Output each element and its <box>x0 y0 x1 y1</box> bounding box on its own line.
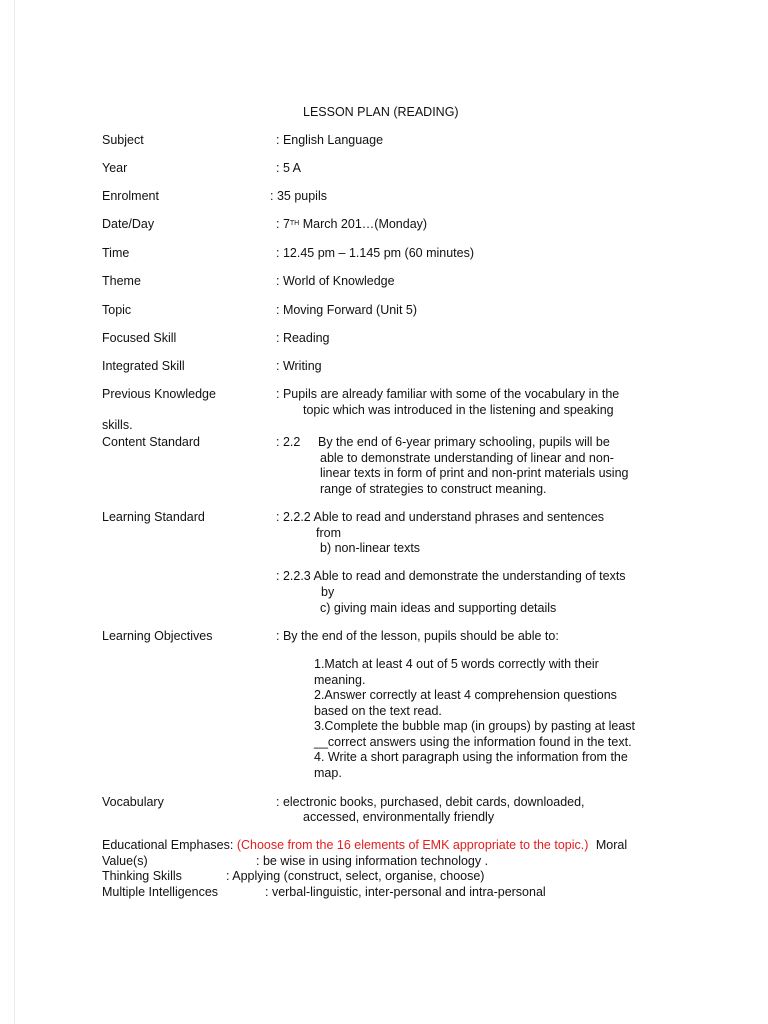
objective-4-line-1: 4. Write a short paragraph using the information from the <box>314 750 628 764</box>
objective-2-line-2: based on the text read. <box>314 704 442 718</box>
previous-knowledge-label: Previous Knowledge <box>102 387 216 401</box>
previous-knowledge-line-2: topic which was introduced in the listening and speaking <box>303 403 614 417</box>
educational-emphases-line <box>102 838 627 853</box>
content-standard-line-4: range of strategies to construct meaning. <box>320 482 547 496</box>
learning-objectives-label: Learning Objectives <box>102 629 213 643</box>
learning-standard-2-line-2: by <box>321 585 335 599</box>
thinking-skills-value: : Applying (construct, select, organise, choose) <box>226 869 485 883</box>
vocabulary-line-1: : electronic books, purchased, debit cards, downloaded, <box>276 795 585 809</box>
integrated-skill-label: Integrated Skill <box>102 359 185 373</box>
subject-value: : English Language <box>276 133 384 147</box>
moral-label: Moral <box>595 838 628 852</box>
vocabulary-line-2: accessed, environmentally friendly <box>303 810 495 824</box>
time-value: : 12.45 pm – 1.145 pm (60 minutes) <box>276 246 475 260</box>
focused-skill-label: Focused Skill <box>102 331 177 345</box>
enrolment-label: Enrolment <box>102 189 159 203</box>
thinking-skills-label: Thinking Skills <box>102 869 182 883</box>
objective-1-line-2: meaning. <box>314 673 366 687</box>
content-standard-code: : 2.2 <box>276 435 301 449</box>
page-title: LESSON PLAN (READING) <box>303 105 459 119</box>
objective-2-line-1: 2.Answer correctly at least 4 comprehension questions <box>314 688 617 702</box>
objective-3-line-1: 3.Complete the bubble map (in groups) by pasting at least <box>314 719 636 733</box>
educational-emphases-note: (Choose from the 16 elements of EMK appropriate to the topic.) <box>236 838 589 852</box>
vocabulary-label: Vocabulary <box>102 795 164 809</box>
content-standard-label: Content Standard <box>102 435 200 449</box>
learning-standard-2-line-3: c) giving main ideas and supporting details <box>320 601 557 615</box>
time-label: Time <box>102 246 130 260</box>
previous-knowledge-line-1: : Pupils are already familiar with some of the vocabulary in the <box>276 387 620 401</box>
educational-emphases-label: Educational Emphases: <box>102 838 234 852</box>
content-standard-line-2: able to demonstrate understanding of linear and non- <box>320 451 614 465</box>
previous-knowledge-line-3: skills. <box>102 418 133 432</box>
date-value <box>276 217 427 232</box>
theme-label: Theme <box>102 274 141 288</box>
date-value-suffix: March 201…(Monday) <box>299 217 428 231</box>
year-value: : 5 A <box>276 161 302 175</box>
integrated-skill-value: : Writing <box>276 359 322 373</box>
date-value-prefix: : 7 <box>276 217 290 231</box>
objective-3-line-2: __correct answers using the information found in the text. <box>314 735 632 749</box>
content-standard-line-3: linear texts in form of print and non-print materials using <box>320 466 629 480</box>
objective-1-line-1: 1.Match at least 4 out of 5 words correctly with their <box>314 657 599 671</box>
learning-objectives-intro: : By the end of the lesson, pupils should be able to: <box>276 629 559 643</box>
objective-4-line-2: map. <box>314 766 342 780</box>
learning-standard-label: Learning Standard <box>102 510 205 524</box>
values-value: : be wise in using information technology . <box>256 854 489 868</box>
focused-skill-value: : Reading <box>276 331 330 345</box>
subject-label: Subject <box>102 133 144 147</box>
date-label: Date/Day <box>102 217 155 231</box>
topic-label: Topic <box>102 303 132 317</box>
topic-value: : Moving Forward (Unit 5) <box>276 303 418 317</box>
page-edge <box>14 0 15 1024</box>
date-superscript: TH <box>289 220 300 227</box>
theme-value: : World of Knowledge <box>276 274 395 288</box>
year-label: Year <box>102 161 128 175</box>
enrolment-value: : 35 pupils <box>270 189 327 203</box>
learning-standard-1-line-2: from <box>316 526 341 540</box>
multiple-intelligences-value: : verbal-linguistic, inter-personal and intra-personal <box>265 885 546 899</box>
learning-standard-2-line-1: : 2.2.3 Able to read and demonstrate the understanding of texts <box>276 569 626 583</box>
learning-standard-1-line-3: b) non-linear texts <box>320 541 421 555</box>
values-label: Value(s) <box>102 854 148 868</box>
content-standard-line-1: By the end of 6-year primary schooling, pupils will be <box>318 435 610 449</box>
multiple-intelligences-label: Multiple Intelligences <box>102 885 219 899</box>
learning-standard-1-line-1: : 2.2.2 Able to read and understand phrases and sentences <box>276 510 605 524</box>
